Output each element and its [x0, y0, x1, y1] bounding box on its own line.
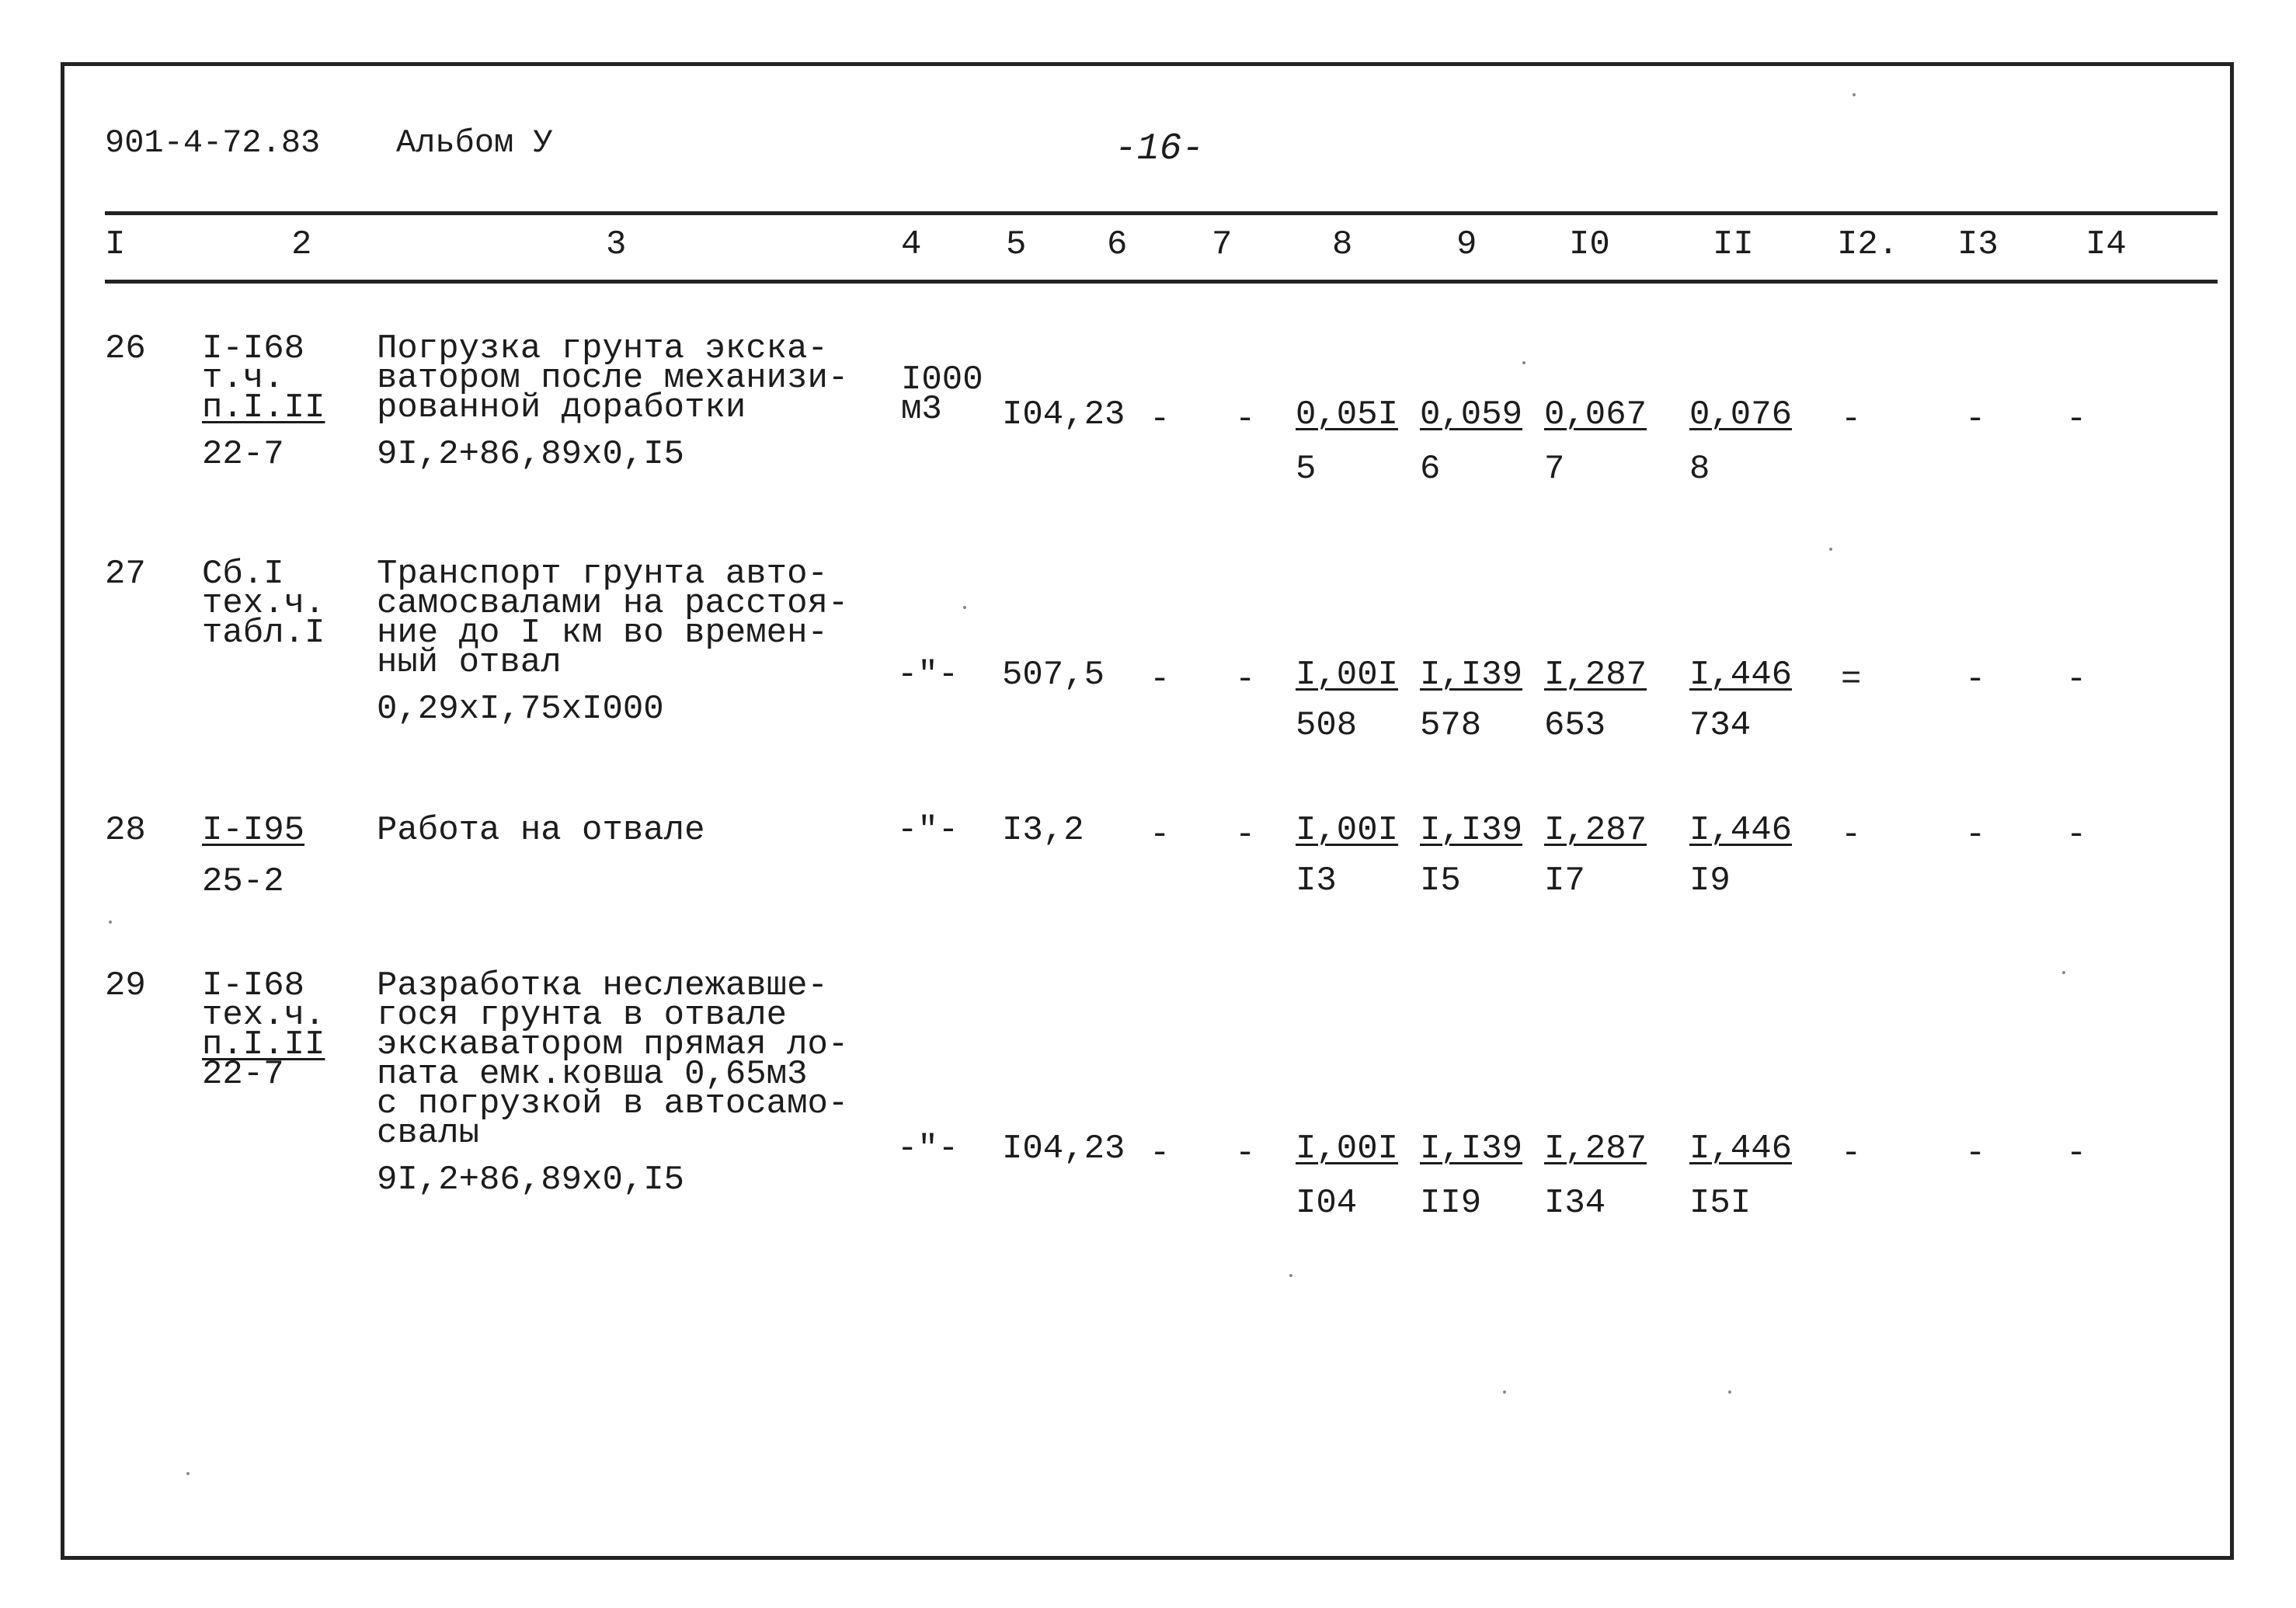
row-29-unit: -"-	[897, 1129, 959, 1168]
ref-line: тех.ч.	[202, 996, 325, 1035]
row-26-unit	[901, 360, 983, 429]
desc-line: гося грунта в отвале	[377, 996, 788, 1035]
scan-speck	[1289, 1274, 1292, 1277]
row-29-val-11: I5I	[1689, 1184, 1752, 1223]
row-27-coef-11: I,446	[1689, 656, 1793, 694]
row-26-coef-10: 0,067	[1544, 395, 1647, 434]
ref-line: табл.I	[202, 614, 325, 653]
document-code: 901-4-72.83	[105, 124, 321, 162]
row-28-col14: -	[2066, 816, 2087, 854]
row-28-val-10: I7	[1544, 861, 1585, 900]
desc-line: ватором после механизи-	[377, 359, 849, 398]
header-rule-top	[105, 211, 2218, 215]
row-27-ref	[202, 555, 325, 653]
row-26-val-11: 8	[1689, 450, 1710, 489]
row-26-col14: -	[2066, 400, 2087, 439]
col-11: II	[1713, 225, 1754, 264]
row-29-col6: -	[1150, 1134, 1171, 1173]
col-3: 3	[606, 225, 627, 264]
row-29-description	[377, 966, 849, 1199]
desc-line: пата емк.ковша 0,65м3	[377, 1055, 808, 1094]
ref-line: Сб.I	[202, 555, 284, 593]
row-26-quantity: I04,23	[1002, 395, 1125, 434]
row-27-val-8: 508	[1296, 706, 1358, 745]
row-27-coef-9: I,I39	[1420, 656, 1523, 694]
ref-line: т.ч.	[202, 359, 284, 398]
row-28-col13: -	[1965, 816, 1986, 854]
row-27-col7: -	[1235, 660, 1256, 699]
row-26-description	[377, 329, 849, 474]
row-29-col14: -	[2066, 1134, 2087, 1173]
ref-line: I-I95	[202, 811, 305, 850]
ref-line: 22-7	[202, 435, 284, 474]
row-27-val-11: 734	[1689, 706, 1752, 745]
row-29-val-10: I34	[1544, 1184, 1606, 1223]
row-27-coef-8: I,00I	[1296, 656, 1399, 694]
scan-speck	[1503, 1390, 1506, 1394]
row-28-val-8: I3	[1296, 861, 1337, 900]
row-28-ref	[202, 811, 305, 901]
row-28-description: Работа на отвале	[377, 811, 705, 850]
row-28-unit: -"-	[897, 811, 959, 850]
row-26-val-10: 7	[1544, 450, 1565, 489]
unit-line: I000	[901, 360, 983, 399]
row-28-col12: -	[1841, 816, 1862, 854]
row-28-coef-8: I,00I	[1296, 811, 1399, 850]
ref-line: I-I68	[202, 329, 305, 368]
col-7: 7	[1212, 225, 1233, 264]
row-28-coef-11: I,446	[1689, 811, 1793, 850]
ref-line: I-I68	[202, 966, 305, 1005]
scan-speck	[1829, 548, 1832, 551]
page-number: -16-	[1115, 128, 1205, 170]
row-29-val-9: II9	[1420, 1184, 1482, 1223]
row-29-coef-9: I,I39	[1420, 1129, 1523, 1168]
row-28-val-9: I5	[1420, 861, 1461, 900]
row-29-val-8: I04	[1296, 1184, 1358, 1223]
row-28-coef-10: I,287	[1544, 811, 1647, 850]
row-27-col6: -	[1150, 660, 1171, 699]
col-8: 8	[1332, 225, 1353, 264]
desc-line: ный отвал	[377, 643, 562, 682]
desc-line: Разработка неслежавше-	[377, 966, 828, 1005]
row-28-coef-9: I,I39	[1420, 811, 1523, 850]
col-1: I	[105, 225, 126, 264]
row-28-number: 28	[105, 811, 146, 850]
row-26-col12: -	[1841, 400, 1862, 439]
row-28-val-11: I9	[1689, 861, 1731, 900]
col-13: I3	[1957, 225, 1999, 264]
desc-line: самосвалами на расстоя-	[377, 584, 849, 623]
desc-line: Транспорт грунта авто-	[377, 555, 828, 593]
col-12: I2.	[1837, 225, 1899, 264]
row-29-quantity: I04,23	[1002, 1129, 1125, 1168]
ref-line: п.I.II	[202, 1025, 325, 1064]
desc-line: рованной доработки	[377, 388, 746, 427]
row-27-number: 27	[105, 555, 146, 593]
col-6: 6	[1107, 225, 1128, 264]
col-5: 5	[1006, 225, 1027, 264]
row-27-coef-10: I,287	[1544, 656, 1647, 694]
row-26-coef-8: 0,05I	[1296, 395, 1399, 434]
col-2: 2	[291, 225, 312, 264]
scan-speck	[186, 1472, 190, 1475]
formula: 9I,2+86,89x0,I5	[377, 1161, 685, 1199]
formula: 0,29xI,75xI000	[377, 690, 664, 729]
row-26-col13: -	[1965, 400, 1986, 439]
col-4: 4	[901, 225, 922, 264]
row-29-number: 29	[105, 966, 146, 1005]
row-29-ref	[202, 966, 325, 1094]
ref-line: 22-7	[202, 1055, 284, 1094]
row-27-col12: =	[1841, 660, 1862, 699]
row-26-col7: -	[1235, 400, 1256, 439]
row-27-quantity: 507,5	[1002, 656, 1105, 694]
row-27-description	[377, 555, 849, 729]
row-29-col7: -	[1235, 1134, 1256, 1173]
row-26-col6: -	[1150, 400, 1171, 439]
row-28-quantity: I3,2	[1002, 811, 1084, 850]
row-29-coef-11: I,446	[1689, 1129, 1793, 1168]
ref-line: 25-2	[202, 862, 284, 901]
row-29-coef-10: I,287	[1544, 1129, 1647, 1168]
desc-line: свалы	[377, 1114, 480, 1153]
col-14: I4	[2086, 225, 2127, 264]
col-10: I0	[1569, 225, 1610, 264]
col-9: 9	[1456, 225, 1477, 264]
scan-speck	[1522, 361, 1525, 364]
row-27-unit: -"-	[897, 656, 959, 694]
row-27-val-9: 578	[1420, 706, 1482, 745]
album-label: Альбом У	[396, 124, 553, 162]
row-26-number: 26	[105, 329, 146, 368]
header-rule-bottom	[105, 280, 2218, 284]
row-27-col14: -	[2066, 660, 2087, 699]
ref-line: п.I.II	[202, 388, 325, 427]
row-29-col13: -	[1965, 1134, 1986, 1173]
scan-speck	[109, 921, 112, 924]
desc-line: ние до I км во времен-	[377, 614, 828, 653]
row-26-val-8: 5	[1296, 450, 1317, 489]
scan-speck	[1728, 1390, 1731, 1394]
row-26-coef-11: 0,076	[1689, 395, 1793, 434]
row-28-col6: -	[1150, 816, 1171, 854]
row-26-coef-9: 0,059	[1420, 395, 1523, 434]
scan-speck	[963, 606, 966, 609]
scan-speck	[2062, 971, 2065, 974]
row-26-ref	[202, 329, 325, 474]
row-29-coef-8: I,00I	[1296, 1129, 1399, 1168]
row-29-col12: -	[1841, 1134, 1862, 1173]
ref-line: тех.ч.	[202, 584, 325, 623]
scan-speck	[1852, 93, 1856, 96]
unit-line: м3	[901, 390, 942, 429]
desc-line: экскаватором прямая ло-	[377, 1025, 849, 1064]
row-27-val-10: 653	[1544, 706, 1606, 745]
formula: 9I,2+86,89x0,I5	[377, 435, 685, 474]
desc-line: Погрузка грунта экска-	[377, 329, 828, 368]
row-27-col13: -	[1965, 660, 1986, 699]
row-26-val-9: 6	[1420, 450, 1441, 489]
desc-line: с погрузкой в автосамо-	[377, 1084, 849, 1123]
row-28-col7: -	[1235, 816, 1256, 854]
